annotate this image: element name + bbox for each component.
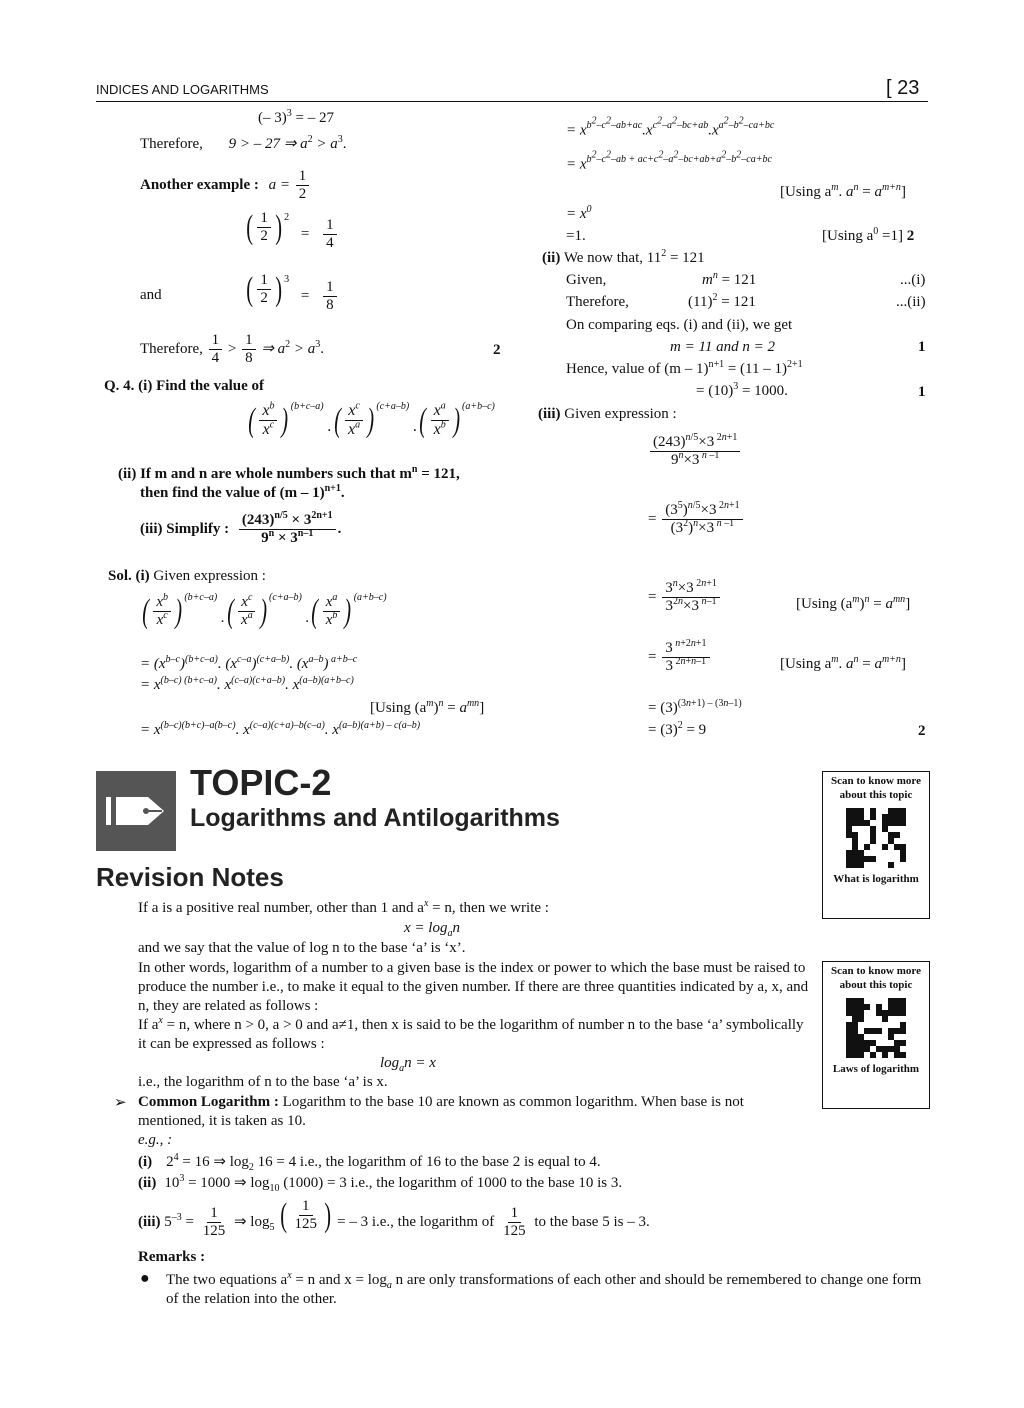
solution-step-2: = $x^{(b-c) (b+c-a)}$. $x^{(c-a)(c+a-b)}$. $x^{(a-b)(a+b-c)}$ <box>140 675 354 693</box>
qr-card-caption: Scan to know more about this topic <box>831 965 921 991</box>
iii-expr-4: = $\frac{3 ^{n+2n+1}}{3 ^{2n+n-1}}$ <box>648 640 712 676</box>
given-equation: $m^n = 121$ <box>702 270 757 288</box>
therefore-equation: $(11)^2 = 121$ <box>688 292 756 310</box>
marks-label: 2 <box>493 342 501 358</box>
line-cube: (– 3)$^3$ = – 27 <box>258 108 334 126</box>
qr-card-laws-of-logarithm[interactable] <box>822 961 930 1109</box>
notes-line-1: If a is a positive real number, other than 1 and $a^x = n$, then we write : <box>138 898 549 916</box>
arrow-bullet-icon: ➢ <box>114 1095 127 1111</box>
notes-paragraph-4: If $a^x = n$, where n > 0, a > 0 and a≠1, then x is said to be the logarithm of number n to the base ‘a’ symbolically it can be expressed as follows : <box>138 1015 804 1052</box>
using-power-rule-2: [Using $(a^m)^n = a^{mn}$] <box>796 594 911 612</box>
examples-label: e.g., : <box>138 1132 173 1148</box>
example-1: (i) $2^4 = 16$ ⇒ $\log_2 16 = 4$ i.e., the logarithm of 16 to the base 2 is equal to 4. <box>138 1152 601 1173</box>
question-4-ii-cont: then find the value of (m – 1)$^{n+1}$. <box>140 483 345 501</box>
header-divider <box>96 101 928 102</box>
common-logarithm-note: Common Logarithm : Logarithm to the base 10 are known as common logarithm. When base is not mentioned, it is taken as 10. <box>138 1094 744 1129</box>
therefore-line-1: Therefore, 9 > – 27 ⇒ $a^2 > a^3$. <box>140 134 347 152</box>
right-step-4: =1. <box>566 228 586 244</box>
marks-label: 2 <box>918 723 926 739</box>
qr-module <box>900 1052 906 1058</box>
pen-nib-icon <box>96 771 176 851</box>
topic-subtitle: Logarithms and Antilogarithms <box>190 804 560 832</box>
topic-label: TOPIC-2 <box>190 762 332 803</box>
qr-card-title: Laws of logarithm <box>832 1063 920 1075</box>
half-squared: ( $\frac{1}{2}$ ) $^2$ = $\frac{1}{4}$ <box>244 210 339 252</box>
using-power-rule-1: [Using $(a^m)^n = a^{mn}$] <box>370 698 485 716</box>
solution-step-3: = $x^{(b-c)(b+c)-a(b-c)}$. $x^{(c-a)(c+a)-b(c-a)}$. $x^{(a-b)(a+b) - c(a-b)}$ <box>140 720 421 738</box>
qr-card-title: What is logarithm <box>833 873 919 885</box>
iii-final-1: = $(3)^{(3n+1) - (3n-1)}$ <box>648 698 742 716</box>
solution-expression: ( $\frac{x^b}{x^c}$ ) $^{(b+c-a)}$ . ( $\frac{x^c}{x^a}$ ) $^{(c+a-b)}$ . ( $\frac{x^a}{x^b}$ ) $^{(a+b-c)}$ <box>142 591 387 630</box>
q4-expression: ( $\frac{x^b}{x^c}$ ) $^{(b+c-a)}$ . ( $\frac{x^c}{x^a}$ ) $^{(c+a-b)}$ . ( $\frac{x^a}{x^b}$ ) $^{(a+b-c)}$ <box>248 400 495 439</box>
notes-definition: $x = \log_an$ <box>404 920 460 939</box>
page-number: [ 23 <box>886 77 920 99</box>
iii-final-2: = $(3)^2 = 9$ <box>648 720 707 738</box>
notes-paragraph-3: In other words, logarithm of a number to a given base is the index or power to which the base must be raised to produce the number i.e., to make it equal to the given number. If there are three quantities indicated by a, x, and n, they are related as follows : <box>138 960 809 1014</box>
question-4-iii: (iii) Simplify : $\frac{(243)^{n/5} \times 3^{2n+1}}{9^n \times 3^{n-1}}$ . <box>140 510 342 547</box>
remark-1: The two equations $a^x = n$ and $x = \log_a n$ are only transformations of each other and should be remembered to change one form of the relation into the other. <box>166 1270 922 1307</box>
part-ii-line: (ii) We now that, $11^2 = 121$ <box>542 248 705 266</box>
hence-line: Hence, value of (m – 1)$^{n+1}$ = (11 – 1)$^{2+1}$ <box>566 359 803 377</box>
right-step-1: = $x^{b^2-c^2-ab+ac}.x^{c^2-a^2-bc+ab}.x^{a^2-b^2-ca+bc}$ <box>566 116 775 139</box>
marks-label: 1 <box>918 339 926 355</box>
therefore-line-2: Therefore, $\frac{1}{4}$ > $\frac{1}{8}$ ⇒ $a^2 > a^3$. <box>140 332 325 367</box>
iii-expr-3: = $\frac{3^n\times 3 ^{2n+1}}{3^{2n}\times 3 ^{n-1}}$ <box>648 580 722 616</box>
qr-module <box>900 862 906 868</box>
example-2: (ii) $10^3 = 1000$ ⇒ $\log_{10} (1000) = 3$ i.e., the logarithm of 1000 to the base 10 is 3. <box>138 1173 623 1194</box>
using-product-rule-1: [Using $a^m$. $a^n = a^{m+n}$] <box>780 182 906 200</box>
qr-card-caption: Scan to know more about this topic <box>831 775 921 801</box>
using-zero-exponent: [Using $a^0 =1$] 2 <box>822 226 915 244</box>
given-label: Given, <box>566 272 607 288</box>
iii-expr-1: $\frac{(243)^{n/5}\times 3 ^{2n+1}}{9^n\times 3 ^{n -1}}$ <box>648 434 742 470</box>
tag-ii: ...(ii) <box>896 294 926 310</box>
qr-card-what-is-logarithm[interactable] <box>822 771 930 919</box>
iii-expr-2: = $\frac{(3^5)^{n/5}\times 3 ^{2n+1}}{(3^2)^n\times 3 ^{n -1}}$ <box>648 502 745 538</box>
notes-line-6: i.e., the logarithm of n to the base ‘a’ is x. <box>138 1074 388 1090</box>
qr-code[interactable] <box>846 808 906 868</box>
comparing-line: On comparing eqs. (i) and (ii), we get <box>566 317 793 333</box>
hence-result: = $(10)^3 = 1000$. <box>696 381 788 399</box>
part-iii-line: (iii) Given expression : <box>538 406 677 422</box>
example-3: (iii) $5^{-3}$ = $\frac{1}{125}$ ⇒ $\log_5$ ( $\frac{1}{125}$ ) = – 3 i.e., the logarithm of $\frac{1}{125}$ to the base 5 is – 3. <box>138 1196 650 1239</box>
remarks-heading: Remarks : <box>138 1249 206 1265</box>
solution-start: Sol. (i) Given expression : <box>108 568 266 584</box>
topic-icon-box <box>96 771 176 851</box>
qr-code[interactable] <box>846 998 906 1058</box>
right-step-3: = $x^0$ <box>566 204 592 222</box>
tag-i: ...(i) <box>900 272 926 288</box>
question-4-ii: (ii) If m and n are whole numbers such that $m^n = 121$, <box>118 464 460 482</box>
therefore-label: Therefore, <box>566 294 629 310</box>
using-product-rule-2: [Using $a^m$. $a^n = a^{m+n}$] <box>780 654 906 672</box>
another-example: Another example : a = $\frac{1}{2}$ <box>140 168 311 204</box>
bullet-icon: ● <box>140 1270 150 1287</box>
m-n-values: m = 11 and n = 2 <box>670 339 775 355</box>
half-cubed: ( $\frac{1}{2}$ ) $^3$ = $\frac{1}{8}$ <box>244 272 339 314</box>
right-step-2: = $x^{b^2-c^2-ab + ac+c^2-a^2-bc+ab+a^2-b^2-ca+bc}$ <box>566 150 772 173</box>
running-header: INDICES AND LOGARITHMS <box>96 82 269 97</box>
notes-line-2: and we say that the value of log n to the base ‘a’ is ‘x’. <box>138 940 466 956</box>
marks-label: 1 <box>918 384 926 400</box>
and-label: and <box>140 287 162 303</box>
notes-log-equation: $\log_an = x$ <box>380 1055 436 1074</box>
solution-step-1: = $(x^{b-c})^{(b+c-a)}$. $(x^{c-a})^{(c+a-b)}$. $(x^{a-b})$ $^{a+b-c}$ <box>140 654 358 672</box>
revision-notes-heading: Revision Notes <box>96 862 284 892</box>
question-4-title: Q. 4. (i) Find the value of <box>104 378 264 394</box>
